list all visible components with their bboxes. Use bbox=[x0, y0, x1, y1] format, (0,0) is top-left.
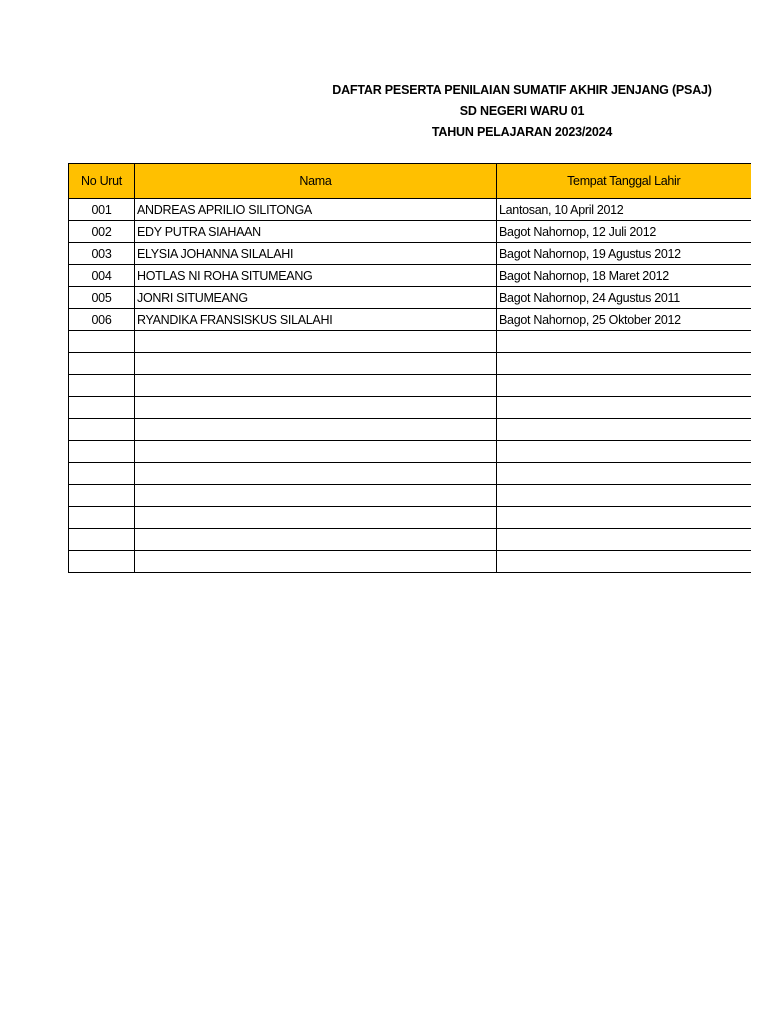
empty-row bbox=[69, 529, 751, 551]
table-row bbox=[69, 221, 751, 243]
cell-no-urut: 003 bbox=[69, 243, 135, 265]
empty-row bbox=[69, 353, 751, 375]
empty-row bbox=[69, 507, 751, 529]
cell-nama: ELYSIA JOHANNA SILALAHI bbox=[135, 243, 497, 265]
cell-no-urut: 005 bbox=[69, 287, 135, 309]
empty-row bbox=[69, 419, 751, 441]
cell-no-urut: 004 bbox=[69, 265, 135, 287]
table-row bbox=[69, 243, 751, 265]
column-header-tempat-tanggal-lahir: Tempat Tanggal Lahir bbox=[497, 164, 751, 199]
academic-year: TAHUN PELAJARAN 2023/2024 bbox=[431, 125, 613, 139]
table-header-row bbox=[69, 164, 751, 199]
cell-nama: EDY PUTRA SIAHAAN bbox=[135, 221, 497, 243]
empty-row bbox=[69, 551, 751, 573]
empty-row bbox=[69, 375, 751, 397]
cell-nama: RYANDIKA FRANSISKUS SILALAHI bbox=[135, 309, 497, 331]
cell-no-urut: 001 bbox=[69, 199, 135, 221]
document-title bbox=[300, 80, 744, 143]
cell-tempat-tanggal-lahir: Bagot Nahornop, 12 Juli 2012 bbox=[497, 221, 751, 243]
empty-row bbox=[69, 331, 751, 353]
empty-row bbox=[69, 441, 751, 463]
empty-row bbox=[69, 397, 751, 419]
table-row bbox=[69, 309, 751, 331]
cell-no-urut: 002 bbox=[69, 221, 135, 243]
column-header-no-urut: No Urut bbox=[69, 164, 135, 199]
cell-tempat-tanggal-lahir: Bagot Nahornop, 19 Agustus 2012 bbox=[497, 243, 751, 265]
school-name: SD NEGERI WARU 01 bbox=[459, 104, 585, 118]
cell-no-urut: 006 bbox=[69, 309, 135, 331]
empty-row bbox=[69, 463, 751, 485]
table-row bbox=[69, 199, 751, 221]
column-header-nama: Nama bbox=[135, 164, 497, 199]
table-row bbox=[69, 287, 751, 309]
title-line-1: DAFTAR PESERTA PENILAIAN SUMATIF AKHIR JENJANG (PSAJ) bbox=[332, 83, 712, 97]
cell-nama: JONRI SITUMEANG bbox=[135, 287, 497, 309]
cell-tempat-tanggal-lahir: Lantosan, 10 April 2012 bbox=[497, 199, 751, 221]
empty-row bbox=[69, 485, 751, 507]
cell-tempat-tanggal-lahir: Bagot Nahornop, 24 Agustus 2011 bbox=[497, 287, 751, 309]
participant-table bbox=[68, 163, 751, 573]
cell-tempat-tanggal-lahir: Bagot Nahornop, 25 Oktober 2012 bbox=[497, 309, 751, 331]
cell-tempat-tanggal-lahir: Bagot Nahornop, 18 Maret 2012 bbox=[497, 265, 751, 287]
cell-nama: HOTLAS NI ROHA SITUMEANG bbox=[135, 265, 497, 287]
table-row bbox=[69, 265, 751, 287]
cell-nama: ANDREAS APRILIO SILITONGA bbox=[135, 199, 497, 221]
